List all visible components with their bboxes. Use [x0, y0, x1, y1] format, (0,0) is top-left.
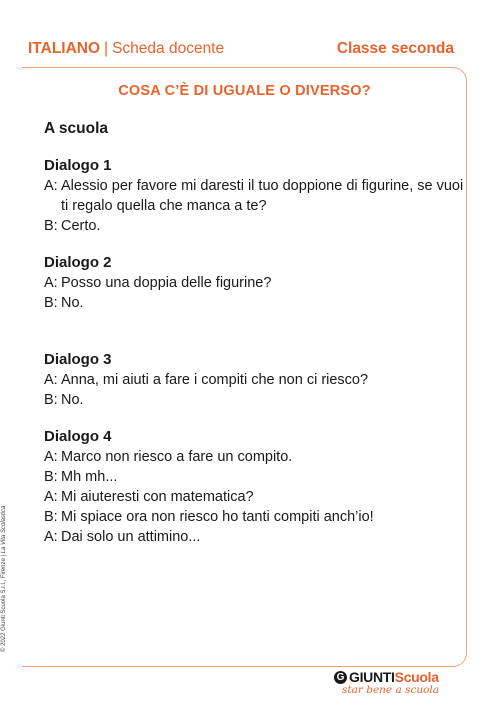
dialog-3	[44, 350, 464, 410]
copyright-text: © 2022 Giunti Scuola S.r.l., Firenze |	[1, 553, 7, 652]
line-text: Mh mh...	[61, 469, 118, 485]
dialog-4	[44, 427, 464, 547]
dialog-line	[44, 390, 464, 410]
worksheet-content	[44, 119, 464, 564]
dialog-line	[44, 293, 464, 313]
speaker-label: B:	[44, 218, 58, 234]
logo-brand-suffix: Scuola	[394, 669, 439, 685]
line-text: No.	[61, 392, 84, 408]
speaker-label: B:	[44, 509, 58, 525]
dialog-line	[44, 447, 464, 467]
dialog-title: Dialogo 1	[44, 157, 112, 174]
dialog-line	[44, 507, 464, 527]
header-separator: |	[104, 40, 109, 57]
line-text: Alessio per favore mi daresti il tuo doppione di figurine, se vuoi ti regalo quella che manca a te?	[61, 178, 464, 214]
line-text: Anna, mi aiuti a fare i compiti che non ci riesco?	[61, 372, 369, 388]
dialog-line	[44, 370, 464, 390]
line-text: Mi aiuteresti con matematica?	[61, 489, 254, 505]
speaker-label: A:	[44, 489, 58, 505]
publication-name: La Vita Scolastica	[1, 505, 7, 554]
dialog-line	[44, 273, 464, 293]
dialog-title: Dialogo 4	[44, 428, 112, 445]
section-heading: A scuola	[44, 120, 109, 137]
page-header	[28, 40, 454, 58]
line-text: Dai solo un attimino...	[61, 529, 201, 545]
line-text: Posso una doppia delle figurine?	[61, 275, 272, 291]
giunti-scuola-logo	[334, 669, 452, 696]
speaker-label: A:	[44, 449, 58, 465]
grade-label: Classe seconda	[336, 40, 454, 57]
header-left	[28, 40, 224, 58]
subject-label: ITALIANO	[28, 40, 101, 57]
speaker-label: B:	[44, 469, 58, 485]
speaker-label: A:	[44, 275, 58, 291]
dialog-title: Dialogo 2	[44, 254, 112, 271]
dialog-1	[44, 156, 464, 236]
line-text: Mi spiace ora non riesco ho tanti compiti anch’io!	[61, 509, 374, 525]
speaker-label: A:	[44, 178, 58, 194]
worksheet-title: COSA C’È DI UGUALE O DIVERSO?	[118, 83, 371, 99]
doc-type-label: Scheda docente	[112, 40, 225, 57]
line-text: Marco non riesco a fare un compito.	[61, 449, 293, 465]
dialog-line	[44, 176, 464, 216]
dialog-title: Dialogo 3	[44, 351, 112, 368]
dialog-line	[44, 527, 464, 547]
speaker-label: A:	[44, 372, 58, 388]
copyright-notice	[1, 492, 7, 652]
logo-tagline: star bene a scuola	[342, 684, 440, 696]
speaker-label: B:	[44, 295, 58, 311]
dialog-line	[44, 467, 464, 487]
line-text: Certo.	[61, 218, 101, 234]
logo-g-icon: G	[334, 671, 347, 684]
speaker-label: A:	[44, 529, 58, 545]
line-text: No.	[61, 295, 84, 311]
dialog-line	[44, 487, 464, 507]
dialog-line	[44, 216, 464, 236]
logo-wordmark	[334, 669, 452, 685]
dialog-2	[44, 253, 464, 313]
logo-brand: GIUNTI	[349, 669, 395, 685]
speaker-label: B:	[44, 392, 58, 408]
